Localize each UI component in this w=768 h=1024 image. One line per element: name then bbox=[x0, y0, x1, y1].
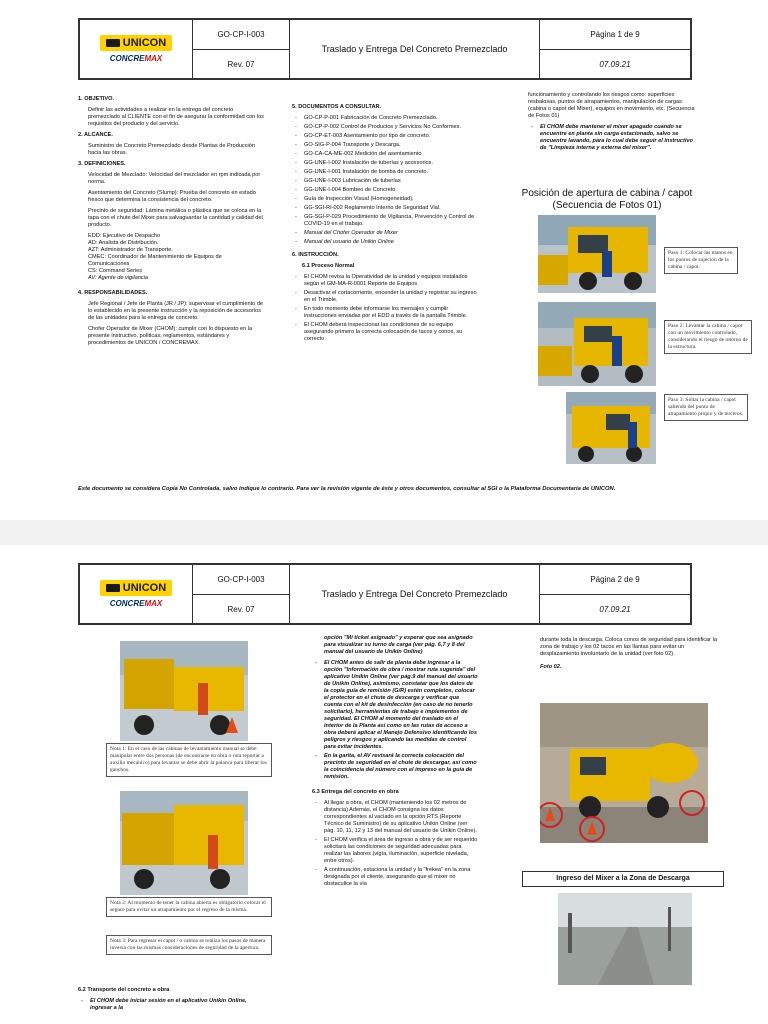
subsection-entrega: 6.3 Entrega del concreto en obra bbox=[312, 789, 399, 795]
document-item: - Guía de Inspección Visual (Homogeneidad). bbox=[304, 196, 480, 203]
abbr-item: EDD: Ejecutivo de Despacho bbox=[88, 233, 161, 239]
photo-mixer-ingress bbox=[558, 893, 692, 985]
photo-cabin-seguro bbox=[120, 791, 248, 895]
section-responsabilidades-title: 4. RESPONSABILIDADES. bbox=[78, 290, 148, 296]
discharge-caption: Ingreso del Mixer a la Zona de Descarga bbox=[522, 871, 724, 887]
transporte-list bbox=[312, 660, 478, 781]
concremax-logo: CONCREMAX bbox=[109, 54, 163, 63]
abbr-item: CS: Command Series bbox=[88, 268, 143, 274]
paso-2-note: Paso 2: Levantar la cabina / capot con un movimiento controlado, considerando el riesgo de retorno de la estructura. bbox=[664, 320, 752, 354]
photo-cabin-manual bbox=[120, 641, 248, 741]
doc-code: GO-CP-I-003 bbox=[193, 20, 290, 50]
photo-02-discharge-zone bbox=[540, 703, 708, 843]
entrega-list bbox=[312, 800, 478, 888]
concremax-logo: CONCREMAX bbox=[109, 599, 163, 608]
instruction-item: - Desactivar el cortacorriente, encender la unidad y registrar su ingreso en el Trimble. bbox=[304, 290, 480, 304]
instruction-item: - El CHOM revisa la Operatividad de la unidad y equipos instalados según el GM-MA-R-0001 Reporte de Equipos bbox=[304, 274, 480, 288]
mixer-apagado-item: - El CHOM debe mantener el mixer apagado cuando se encuentre en planta sin carga estacionado, salvo se encuentre lavando, para lo cual debe seguir el instructivo de "Limpieza interna y externa del mixer". bbox=[540, 124, 696, 152]
subsection-transporte: 6.2 Transporte del concreto a obra bbox=[78, 987, 170, 993]
subsection-proceso-normal: 6.1 Proceso Normal bbox=[302, 263, 355, 269]
document-page-2 bbox=[0, 545, 768, 1024]
foto-02-label: Foto 02. bbox=[540, 664, 562, 670]
document-item: - GO-CP-P-002 Control de Productos y Servicios No Conformes. bbox=[304, 124, 480, 131]
document-item: - GG-UNE-I-004 Bombeo de Concreto. bbox=[304, 187, 480, 194]
doc-title: Traslado y Entrega Del Concreto Premezclado bbox=[290, 20, 540, 79]
photo-paso-2 bbox=[538, 302, 656, 386]
column-1-text bbox=[78, 983, 268, 1014]
document-item: - GO-CA-CA-ME-002 Medición del asentamiento bbox=[304, 151, 480, 158]
document-header bbox=[78, 563, 692, 625]
section-alcance-text: Suministro de Concreto Premezclado desde Plantas de Producción hacia las obras. bbox=[88, 143, 255, 156]
document-item: - Manual del Chofer Operador de Mixer bbox=[304, 230, 480, 237]
doc-date: 07.09.21 bbox=[540, 50, 691, 79]
doc-rev: Rev. 07 bbox=[193, 595, 290, 624]
entrega-item: - El CHOM verifica el área de ingreso a obra y de ser requerido solicitará las condiciones de seguridad adecuadas para realizar las labores (vigía, iluminación, superficie nivelada, entre otros). bbox=[324, 837, 478, 865]
abbr-item: AZT: Administrador de Transporte. bbox=[88, 247, 173, 253]
definition-item: Precinto de seguridad: Lámina metálica o plástica que se coloca en la tapa con el chute del Mixer para salvaguardar la cantidad y calidad del producto. bbox=[88, 208, 263, 228]
nota-3: Nota 3: Para regresar el capot / o cabina se realiza los pasos de manera inversa con las mismas consideraciones de seguridad de la apertura. bbox=[106, 935, 272, 955]
document-item: - GG-UNE-I-002 Instalación de tuberías y accesorios. bbox=[304, 160, 480, 167]
transporte-item: - El CHOM debe iniciar sesión en el aplicativo Unikin Online, ingresar a la bbox=[90, 998, 268, 1012]
doc-date: 07.09.21 bbox=[540, 595, 691, 624]
abbr-item: AD: Analista de Distribución. bbox=[88, 240, 159, 246]
document-item: - GO-SIG-P-004 Transporte y Descarga. bbox=[304, 142, 480, 149]
photo-paso-3 bbox=[566, 392, 656, 464]
doc-title: Traslado y Entrega Del Concreto Premezclado bbox=[290, 565, 540, 624]
doc-code: GO-CP-I-003 bbox=[193, 565, 290, 595]
document-item: - GG-UNE-I-001 Instalación de bomba de concreto. bbox=[304, 169, 480, 176]
unicon-logo: UNICON bbox=[100, 35, 172, 51]
document-item: - Manual del usuario de Unikin Online bbox=[304, 239, 480, 246]
responsibility-jr: Jefe Regional / Jefe de Planta (JR / JP): supervisar el cumplimiento de lo establecido en la presente instrucción y la reposición de accesorios de las unidades para la entrega de concreto. bbox=[88, 301, 264, 321]
photo-paso-1 bbox=[538, 215, 656, 293]
document-footer: Este documento se considera Copia No Controlada, salvo indique lo contrario. Para ver la revisión vigente de éste y otros documentos, consultar al SGI o la Plataforma Documentaria de UNICON. bbox=[78, 486, 616, 492]
risk-text: funcionamiento y controlando los riesgos como: superficies resbalosas, puntos de atrapamientos, manipulación de cargas (cabina o capot del Mixer), equipos en movimiento, etc. (Secuencia de Fotos 01) bbox=[528, 92, 695, 119]
logo-block bbox=[80, 20, 193, 79]
section-objetivo-title: 1. OBJETIVO. bbox=[78, 96, 115, 102]
responsibility-chom: Chofer Operador de Mixer (CHOM): cumplir con lo dispuesto en la presente instructivo, políticas, reglamentos, estándares y procedimientos de UNICON / CONCREMAX. bbox=[88, 326, 253, 346]
section-objetivo-text: Definir las actividades a realizar en la entrega del concreto premezclado al CLIENTE con el fin de asegurar la conformidad con los requisitos del producto y del servicio. bbox=[88, 107, 264, 127]
doc-rev: Rev. 07 bbox=[193, 50, 290, 79]
nota-1: Nota 1: En el caso de las cabinas de levantamiento manual se debe manipular entre dos personas (de encontrarse en obra o ruta reportar a auxilio mecánico) para levantar se debe abrir la palanca para liberar los ganchos. bbox=[106, 743, 272, 777]
nota-2: Nota 2: Al momento de tener la cabina abierta es obligatorio colocar el seguro para evitar un atrapamiento por el regreso de la misma. bbox=[106, 897, 272, 917]
section-alcance-title: 2. ALCANCE. bbox=[78, 132, 113, 138]
document-item: - GG-SGI-P-029 Procedimiento de Vigilancia, Prevención y Control de COVID-19 en el trabajo. bbox=[304, 214, 480, 228]
abbr-item: AV: Agente de vigilancia bbox=[88, 275, 149, 281]
column-3 bbox=[540, 637, 722, 675]
transporte-continued: opción "Mi ticket asignado" y esperar que sea asignado para visualizar su turno de carga (ver pág. 6,7 y 8 del manual del usuario de Unikin Online) bbox=[324, 635, 473, 655]
transporte-item: - En la garita, el AV revisará la correcta colocación del precinto de seguridad en el chute de descargar, así como la coincidencia del número con el impreso en la guía de remisión. bbox=[324, 753, 478, 781]
section-documentos-title: 5. DOCUMENTOS A CONSULTAR. bbox=[292, 104, 382, 110]
section-instruccion-title: 6. INSTRUCCIÓN. bbox=[292, 252, 339, 258]
instruction-item: - En todo momento debe informarse los mensajes y cumplir instrucciones enviadas por el EDD a través de la pantalla Trimble. bbox=[304, 306, 480, 320]
entrega-item: - Al llegar a obra, el CHOM (manteniendo los 02 metros de distancia) Además, el CHOM consigna los datos correspondientes al vaciado en la opción RTS (Reporte Técnico de Suministro) de su aplicativo Unikin Online (ver pág. 10, 11, 12 y 13 del manual del usuario de Unikin Online). bbox=[324, 800, 478, 835]
instruction-item: - El CHOM deberá inspeccionar las condiciones de su equipo asegurando primero la correcta colocación de tacos y conos, su correcto bbox=[304, 322, 480, 343]
proceso-normal-list bbox=[292, 274, 480, 343]
paso-3-note: Paso 3: Soltar la cabina / capot saliendo del punto de atrapamiento propio y de terceros. bbox=[664, 394, 748, 421]
unicon-logo: UNICON bbox=[100, 580, 172, 596]
section-definiciones-title: 3. DEFINICIONES. bbox=[78, 161, 126, 167]
figure-title: Posición de apertura de cabina / capot (Secuencia de Fotos 01) bbox=[521, 188, 693, 211]
page-number: Página 2 de 9 bbox=[540, 565, 691, 595]
document-item: - GO-CP-ET-003 Asentamiento por tipo de concreto. bbox=[304, 133, 480, 140]
transporte-item: - El CHOM antes de salir de planta debe ingresar a la opción "Información de obra / mostrar ruta sugerida" del aplicativo Unikin Online (ver pág.9 del manual del usuario de Unikin Online), asimismo, constatar que los datos de la copia guía de remisión (G/R) estén completos, colocar el protector en el chute de descarga y verificar que cuenta con el kit de desinfección (en caso de no tenerlo solicitarlo), herramientas de trabajo e implementos de seguridad. El CHOM al momento del traslado en el interior de la Planta así como en las rutas de acceso a obra deberá aplicar el Manejo Defensivo identificando los peligros y riesgos y aplicando las medidas de control para evitar incidentes. bbox=[324, 660, 478, 751]
entrega-continued: durante toda la descarga. Coloca conos de seguridad para identificar la zona de trabajo y los 02 tacos en las llantas para evitar un desplazamiento involuntario de la unidad (ver foto 02). bbox=[540, 637, 717, 657]
entrega-item: - A continuación, estaciona la unidad y la "frekea" en la zona designada por el cliente, asegurando que el mixer no obstaculice la vía bbox=[324, 867, 478, 888]
column-2 bbox=[312, 635, 478, 890]
document-item: - GG-UNE-I-003 Lubricación de tuberías bbox=[304, 178, 480, 185]
abbr-item: CMEC: Coordinador de Mantenimiento de Equipos de Comunicaciones bbox=[88, 254, 222, 267]
document-item: - GG-SGI-RI-002 Reglamento Interno de Seguridad Vial. bbox=[304, 205, 480, 212]
page-number: Página 1 de 9 bbox=[540, 20, 691, 50]
definition-item: Velocidad de Mezclado: Velocidad del mezclador en rpm indicada por norma. bbox=[88, 172, 261, 185]
documents-list bbox=[292, 115, 480, 246]
column-3 bbox=[528, 92, 696, 154]
logo-block bbox=[80, 565, 193, 624]
definition-item: Asentamiento del Concreto (Slump): Prueba del concreto en estado fresco que determina la consistencia del concreto. bbox=[88, 190, 256, 203]
column-1 bbox=[78, 92, 264, 351]
paso-1-note: Paso 1: Colocar las manos en los puntos de sujeción de la cabina / capot. bbox=[664, 247, 738, 274]
document-header bbox=[78, 18, 692, 80]
document-item: - GO-CP-P-001 Fabricación de Concreto Premezclado. bbox=[304, 115, 480, 122]
column-2 bbox=[292, 100, 480, 345]
